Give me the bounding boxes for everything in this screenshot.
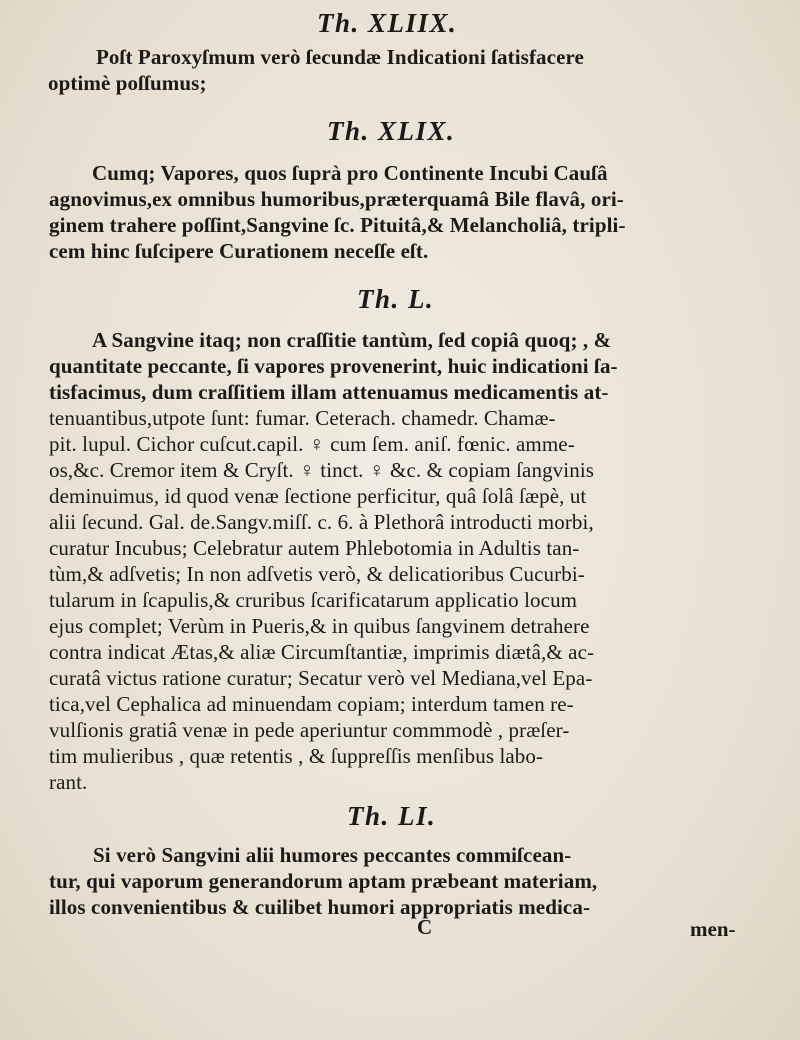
paragraph-48-line-2: optimè poſſumus; [48,71,207,95]
paragraph-51-line-2: tur, qui vaporum generandorum aptam præbeant materiam, [49,869,598,893]
paragraph-49-line-1: Cumq; Vapores, quos ſuprà pro Continente Incubi Cauſâ [92,161,608,185]
paragraph-50-line-3: tisfacimus, dum craſſitiem illam attenuamus medicamentis at- [49,380,609,404]
paragraph-50-line-10: tùm,& adſvetis; In non adſvetis verò, & delicatioribus Cucurbi- [49,562,585,586]
paragraph-50-line-18: rant. [49,770,88,794]
paragraph-49-line-3: ginem trahere poſſint,Sangvine ſc. Pituitâ,& Melancholiâ, tripli- [49,213,626,237]
paragraph-49-line-4: cem hinc ſuſcipere Curationem neceſſe eſt. [49,239,429,263]
paragraph-50-line-6: os,&c. Cremor item & Cryſt. ♀ tinct. ♀ &c. & copiam ſangvinis [49,458,595,482]
paragraph-50-line-11: tularum in ſcapulis,& cruribus ſcarificatarum applicatio locum [49,588,578,612]
catchword: men- [690,917,736,941]
paragraph-50-line-9: curatur Incubus; Celebratur autem Phlebotomia in Adultis tan- [49,536,580,560]
paragraph-50-line-1: A Sangvine itaq; non craſſitie tantùm, ſed copiâ quoq; , & [92,328,612,352]
paragraph-49-line-2: agnovimus,ex omnibus humoribus,præterquamâ Bile flavâ, ori- [49,187,624,211]
paragraph-48-line-1: Poſt Paroxyſmum verò ſecundæ Indicationi ſatisfacere [96,45,584,69]
paragraph-50-line-17: tim mulieribus , quæ retentis , & ſuppreſſis menſibus labo- [49,744,544,768]
paragraph-50-line-4: tenuantibus,utpote ſunt: fumar. Ceterach. chamedr. Chamæ- [49,406,556,430]
paragraph-50-line-15: tica,vel Cephalica ad minuendam copiam; interdum tamen re- [49,692,574,716]
heading-thesis-48: Th. XLIIX. [317,8,458,38]
paragraph-50-line-2: quantitate peccante, ſi vapores provenerint, huic indicationi ſa- [49,354,618,378]
signature-mark: C [417,915,433,939]
paragraph-51-line-3: illos convenientibus & cuilibet humori appropriatis medica- [49,895,591,919]
paragraph-50-line-8: alii ſecund. Gal. de.Sangv.miſſ. c. 6. à Plethorâ introducti morbi, [49,510,594,534]
paragraph-50-line-5: pit. lupul. Cichor cuſcut.capil. ♀ cum ſem. aniſ. fœnic. amme- [49,432,575,456]
paragraph-50-line-16: vulſionis gratiâ venæ in pede aperiuntur commmodè , præſer- [49,718,570,742]
heading-thesis-50: Th. L. [357,284,435,314]
heading-thesis-51: Th. LI. [347,801,437,831]
paragraph-50-line-7: deminuimus, id quod venæ ſectione perficitur, quâ ſolâ ſæpè, ut [49,484,587,508]
paragraph-51-line-1: Si verò Sangvini alii humores peccantes commiſcean- [93,843,572,867]
heading-thesis-49: Th. XLIX. [327,116,456,146]
paragraph-50-line-12: ejus complet; Verùm in Pueris,& in quibus ſangvinem detrahere [49,614,590,638]
paragraph-50-line-13: contra indicat Ætas,& aliæ Circumſtantiæ, imprimis diætâ,& ac- [49,640,595,664]
paragraph-50-line-14: curatâ victus ratione curatur; Secatur verò vel Mediana,vel Epa- [49,666,593,690]
